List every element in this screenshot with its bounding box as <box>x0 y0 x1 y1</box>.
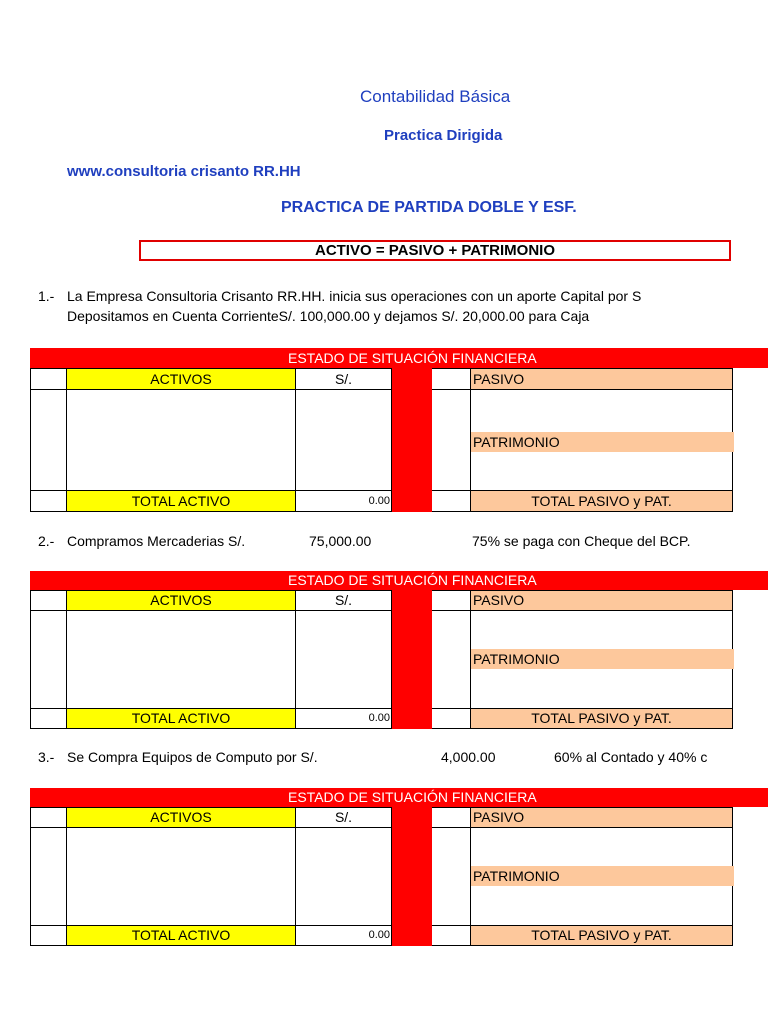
esf-body-cell <box>30 389 67 491</box>
accounting-equation: ACTIVO = PASIVO + PATRIMONIO <box>139 240 731 261</box>
currency-header: S/. <box>295 807 392 828</box>
section-title: PRACTICA DE PARTIDA DOBLE Y ESF. <box>281 199 577 216</box>
exercise-1-number: 1.- <box>38 288 55 304</box>
exercise-3-amount: 4,000.00 <box>441 749 496 765</box>
total-pasivo-pat-label: TOTAL PASIVO y PAT. <box>470 490 733 512</box>
patrimonio-label: PATRIMONIO <box>471 866 734 886</box>
currency-header: S/. <box>295 590 392 611</box>
exercise-3-text: Se Compra Equipos de Computo por S/. <box>67 749 318 765</box>
currency-body <box>295 389 392 491</box>
esf-blank-cell <box>30 368 67 390</box>
currency-body <box>295 610 392 709</box>
activos-header: ACTIVOS <box>66 368 296 390</box>
exercise-2-text: Compramos Mercaderias S/. <box>67 533 246 549</box>
esf-blank-cell <box>431 925 471 946</box>
pasivo-header: PASIVO <box>470 368 733 390</box>
total-activo-value: 0.00 <box>295 490 392 512</box>
esf-body-cell <box>431 389 471 491</box>
document-title: Contabilidad Básica <box>360 87 511 106</box>
activos-body <box>66 827 296 926</box>
exercise-1-line2: Depositamos en Cuenta CorrienteS/. 100,000.00 y dejamos S/. 20,000.00 para Caja <box>67 308 590 324</box>
red-separator-column <box>392 368 432 512</box>
esf-title: ESTADO DE SITUACIÓN FINANCIERA <box>288 789 537 805</box>
esf-blank-cell <box>431 590 471 611</box>
activos-body <box>66 610 296 709</box>
activos-header: ACTIVOS <box>66 807 296 828</box>
esf-blank-cell <box>431 368 471 390</box>
esf-body-cell <box>431 610 471 709</box>
website-label: www.consultoria crisanto RR.HH <box>67 163 301 180</box>
exercise-2-number: 2.- <box>38 533 55 549</box>
esf-body-cell <box>30 610 67 709</box>
currency-body <box>295 827 392 926</box>
exercise-1-line1: La Empresa Consultoria Crisanto RR.HH. inicia sus operaciones con un aporte Capital por S <box>67 288 642 304</box>
exercise-2-note: 75% se paga con Cheque del BCP. <box>472 533 691 549</box>
total-activo-label: TOTAL ACTIVO <box>66 925 296 946</box>
pasivo-header: PASIVO <box>470 590 733 611</box>
red-separator-column <box>392 807 432 946</box>
esf-body-cell <box>431 827 471 926</box>
esf-blank-cell <box>30 490 67 512</box>
patrimonio-label: PATRIMONIO <box>471 432 734 452</box>
esf-title-bar <box>30 348 768 368</box>
esf-blank-cell <box>30 708 67 729</box>
document-subtitle: Practica Dirigida <box>384 127 503 144</box>
esf-title: ESTADO DE SITUACIÓN FINANCIERA <box>288 350 537 366</box>
esf-blank-cell <box>30 807 67 828</box>
esf-blank-cell <box>431 490 471 512</box>
esf-title-bar <box>30 788 768 807</box>
total-activo-label: TOTAL ACTIVO <box>66 490 296 512</box>
total-activo-value: 0.00 <box>295 708 392 729</box>
patrimonio-label: PATRIMONIO <box>471 649 734 669</box>
total-activo-label: TOTAL ACTIVO <box>66 708 296 729</box>
total-pasivo-pat-label: TOTAL PASIVO y PAT. <box>470 708 733 729</box>
activos-header: ACTIVOS <box>66 590 296 611</box>
esf-blank-cell <box>431 807 471 828</box>
total-pasivo-pat-label: TOTAL PASIVO y PAT. <box>470 925 733 946</box>
esf-title: ESTADO DE SITUACIÓN FINANCIERA <box>288 572 537 588</box>
currency-header: S/. <box>295 368 392 390</box>
esf-blank-cell <box>30 925 67 946</box>
exercise-3-note: 60% al Contado y 40% c <box>554 749 708 765</box>
pasivo-header: PASIVO <box>470 807 733 828</box>
red-separator-column <box>392 590 432 729</box>
esf-blank-cell <box>30 590 67 611</box>
exercise-2-amount: 75,000.00 <box>309 533 372 549</box>
esf-title-bar <box>30 571 768 590</box>
activos-body <box>66 389 296 491</box>
esf-blank-cell <box>431 708 471 729</box>
exercise-3-number: 3.- <box>38 749 55 765</box>
total-activo-value: 0.00 <box>295 925 392 946</box>
esf-body-cell <box>30 827 67 926</box>
